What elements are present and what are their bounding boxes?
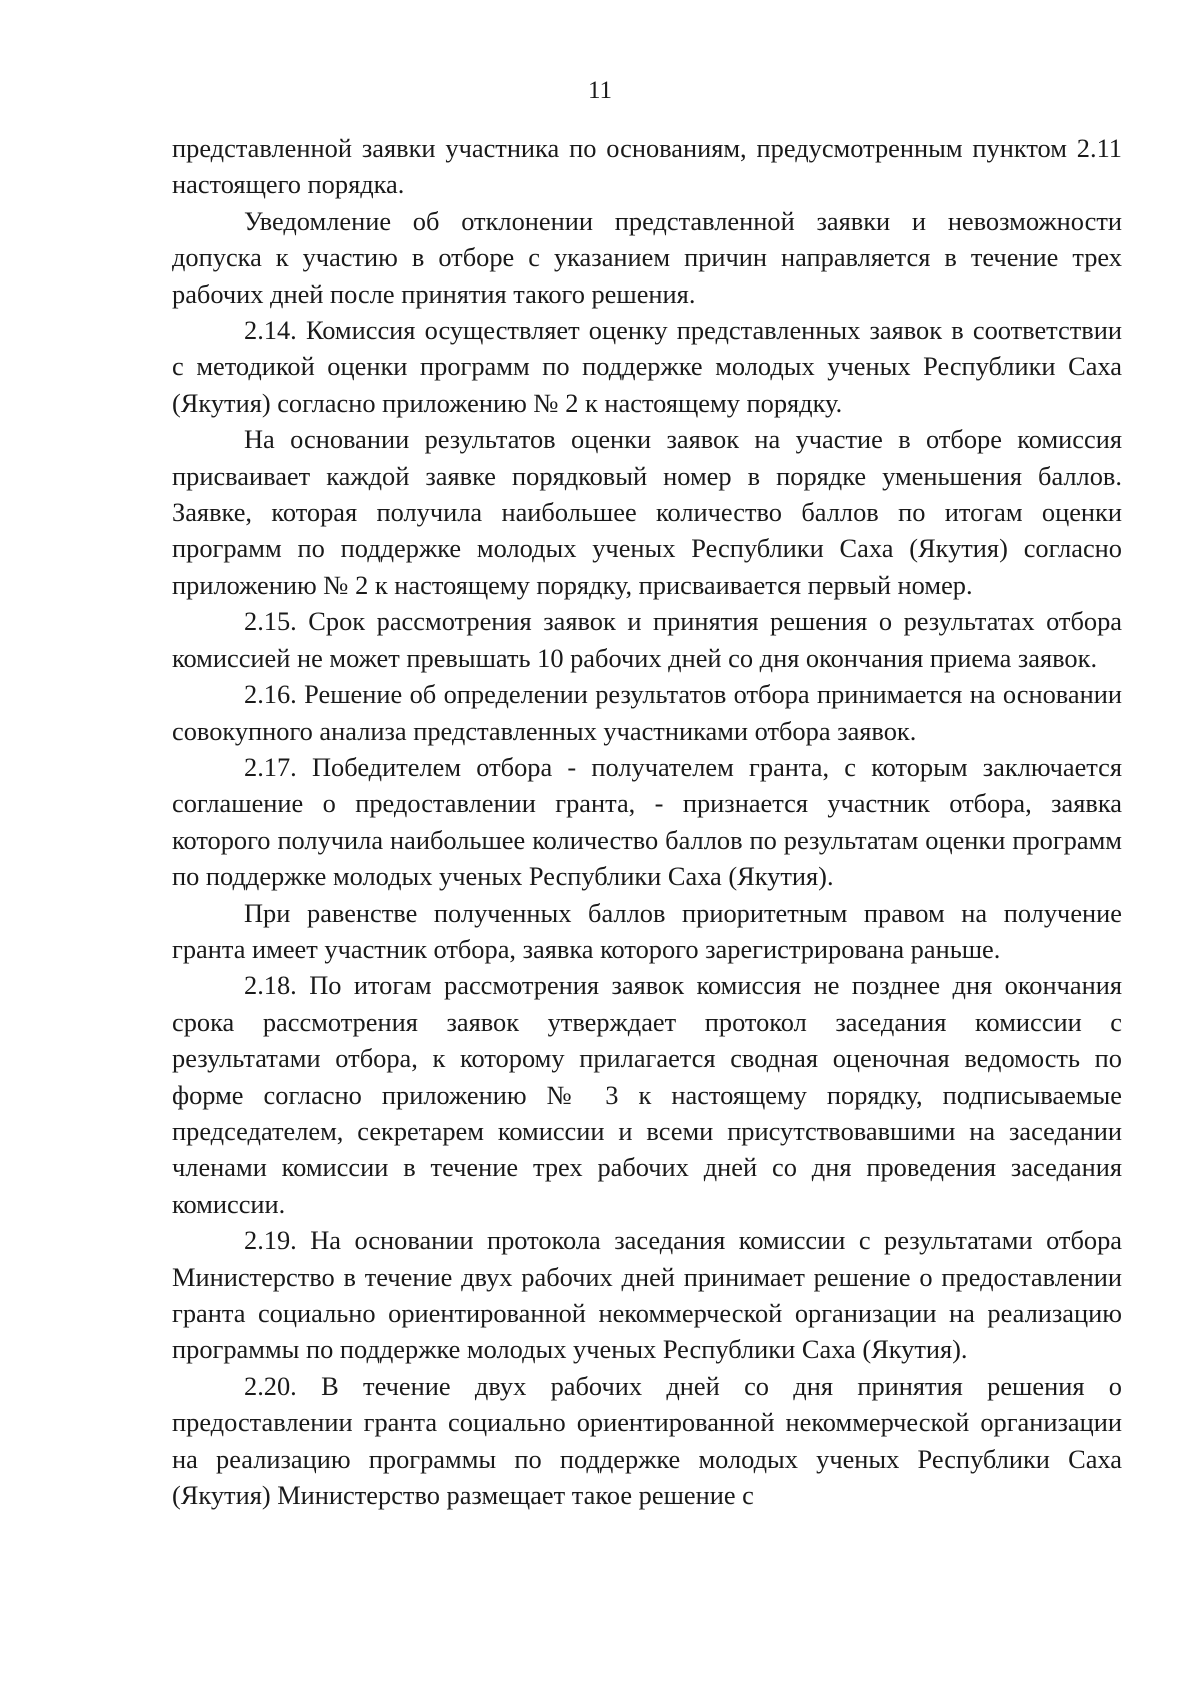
paragraph-2-15: 2.15. Срок рассмотрения заявок и принятия решения о результатах отбора комиссией не может превышать 10 рабочих дней со дня окончания приема заявок. — [172, 606, 1122, 673]
paragraph-2-18: 2.18. По итогам рассмотрения заявок комиссия не позднее дня окончания срока рассмотрения заявок утверждает протокол заседания комиссии с результатами отбора, к которому прилагается сводная оценочная ведомость по форме согласно приложению № 3 к настоящему порядку, подписываемые председателем, секретарем комиссии и всеми присутствовавшими на заседании членами комиссии в течение трех рабочих дней со дня проведения заседания комиссии. — [172, 970, 1122, 1219]
paragraph-2-19: 2.19. На основании протокола заседания комиссии с результатами отбора Министерство в течение двух рабочих дней принимает решение о предоставлении гранта социально ориентированной некоммерческой организации на реализацию программы по поддержке молодых ученых Республики Саха (Якутия). — [172, 1225, 1122, 1365]
paragraph-equal-scores: При равенстве полученных баллов приоритетным правом на получение гранта имеет участник отбора, заявка которого зарегистрирована раньше. — [172, 897, 1122, 964]
document-body — [172, 130, 1122, 1513]
paragraph-continuation: представленной заявки участника по основаниям, предусмотренным пунктом 2.11 настоящего порядка. — [172, 133, 1122, 200]
paragraph-2-17: 2.17. Победителем отбора - получателем гранта, с которым заключается соглашение о предоставлении гранта, - признается участник отбора, заявка которого получила наибольшее количество баллов по результатам оценки программ по поддержке молодых ученых Республики Саха (Якутия). — [172, 751, 1122, 892]
page-number: 11 — [587, 77, 613, 104]
paragraph-scoring-order: На основании результатов оценки заявок на участие в отборе комиссия присваивает каждой заявке порядковый номер в порядке уменьшения баллов. Заявке, которая получила наибольшее количество баллов по итогам оценки программ по поддержке молодых ученых Республики Саха (Якутия) согласно приложению № 2 к настоящему порядку, присваивается первый номер. — [172, 424, 1122, 600]
paragraph-2-20: 2.20. В течение двух рабочих дней со дня принятия решения о предоставлении гранта социально ориентированной некоммерческой организации на реализацию программы по поддержке молодых ученых Республики Саха (Якутия) Министерство размещает такое решение с — [172, 1370, 1122, 1511]
paragraph-rejection-notice: Уведомление об отклонении представленной заявки и невозможности допуска к участию в отборе с указанием причин направляется в течение трех рабочих дней после принятия такого решения. — [172, 205, 1122, 309]
paragraph-2-14: 2.14. Комиссия осуществляет оценку представленных заявок в соответствии с методикой оценки программ по поддержке молодых ученых Республики Саха (Якутия) согласно приложению № 2 к настоящему порядку. — [172, 315, 1122, 418]
paragraph-2-16: 2.16. Решение об определении результатов отбора принимается на основании совокупного анализа представленных участниками отбора заявок. — [172, 679, 1122, 746]
